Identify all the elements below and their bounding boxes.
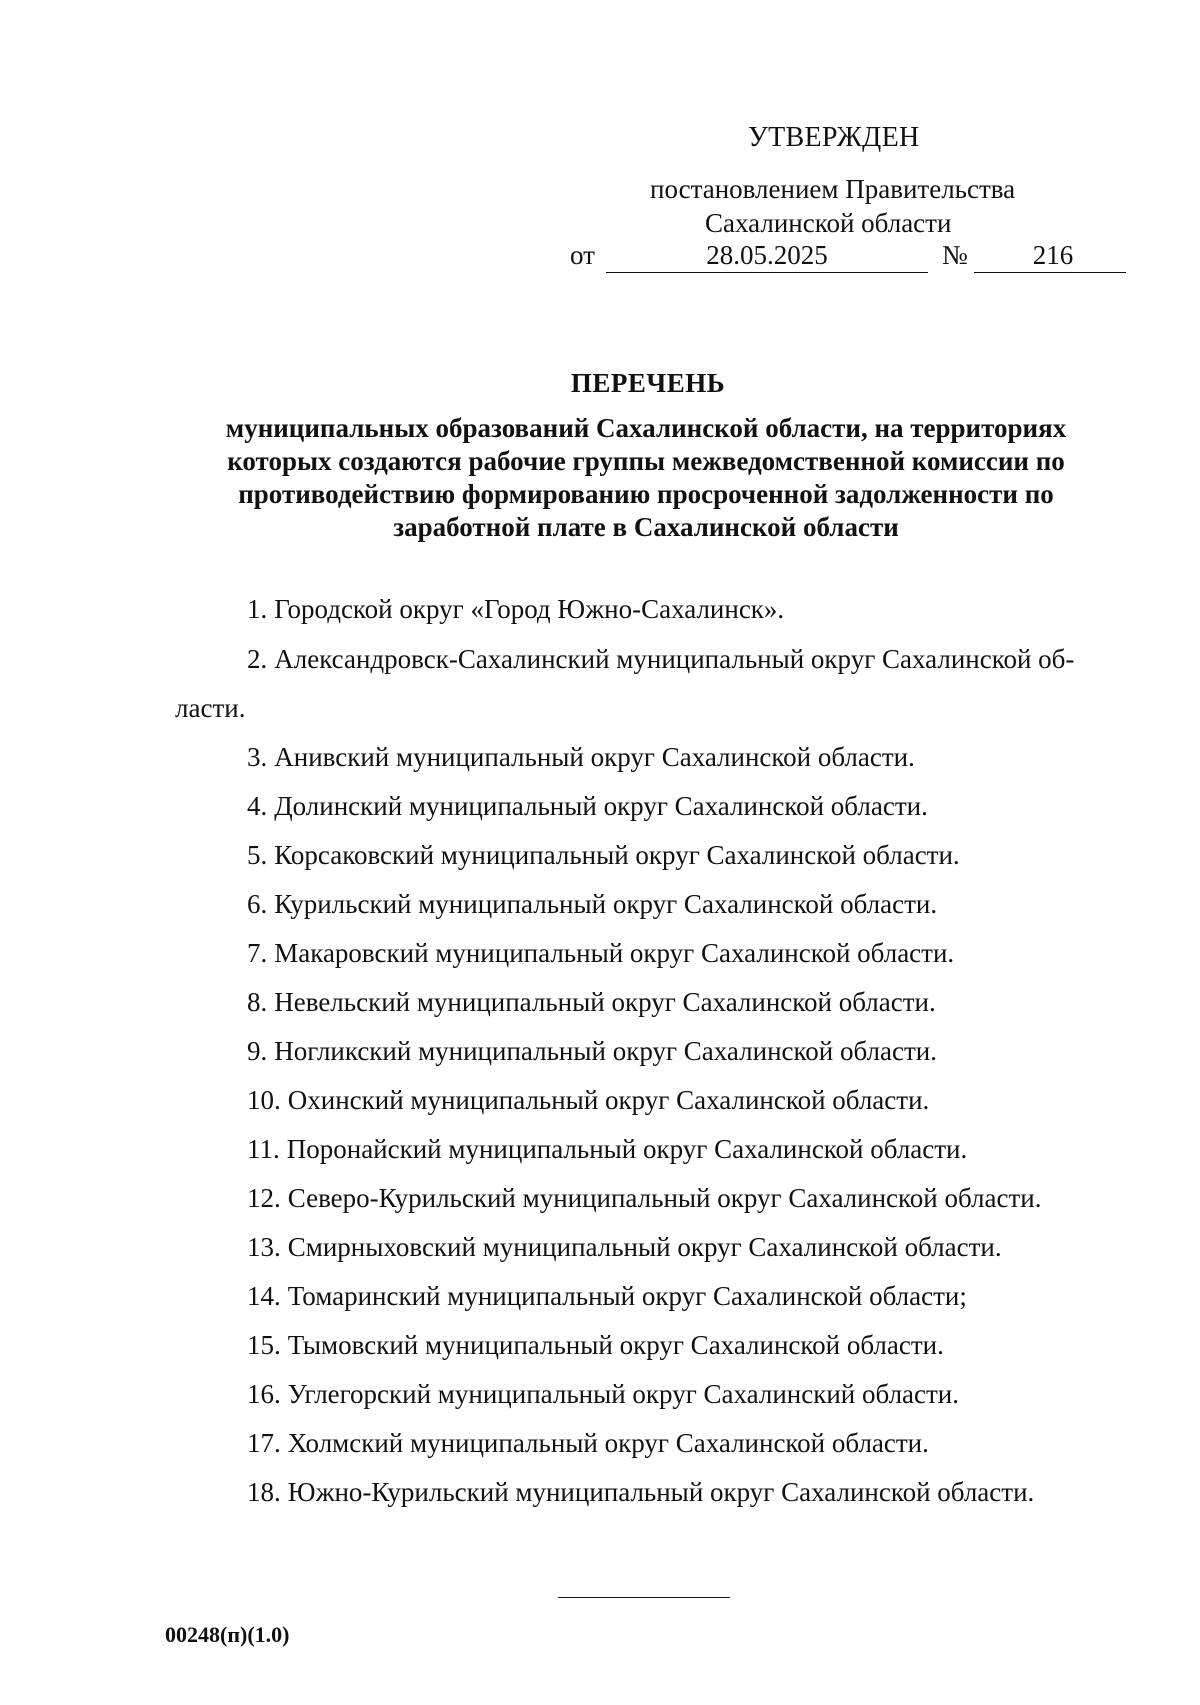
list-item: [247, 1134, 967, 1165]
list-item-text: Тымовский муниципальный округ Сахалинской области.: [287, 1330, 944, 1360]
list-item: [247, 644, 1074, 675]
subtitle-line: муниципальных образований Сахалинской области, на территориях: [225, 413, 1067, 443]
list-item: [247, 1085, 929, 1116]
list-item-text: Южно-Курильский муниципальный округ Сахалинской области.: [287, 1477, 1035, 1507]
list-item-number: 2.: [247, 644, 268, 674]
list-item: [247, 938, 954, 969]
list-item-text: Охинский муниципальный округ Сахалинской области.: [287, 1085, 930, 1115]
list-item-text: Северо-Курильский муниципальный округ Сахалинской области.: [287, 1183, 1042, 1213]
list-item: [247, 1183, 1041, 1214]
list-item-text: Курильский муниципальный округ Сахалинской области.: [274, 889, 938, 919]
list-item: [247, 1477, 1034, 1508]
list-item-number: 6.: [247, 889, 268, 919]
document-title: ПЕРЕЧЕНЬ: [570, 368, 726, 398]
list-item-number: 18.: [247, 1477, 281, 1507]
list-item-number: 5.: [247, 840, 268, 870]
list-item-number: 14.: [247, 1281, 281, 1311]
list-item-text: Поронайский муниципальный округ Сахалинской области.: [286, 1134, 968, 1164]
subtitle-line: которых создаются рабочие группы межведомственной комиссии по: [227, 446, 1065, 476]
end-divider: [558, 1597, 730, 1598]
list-item-text: Долинский муниципальный округ Сахалинской области.: [274, 791, 928, 821]
list-item-text: Анивский муниципальный округ Сахалинской области.: [274, 742, 915, 772]
list-item-number: 1.: [247, 594, 268, 624]
decree-number: 216: [974, 240, 1126, 273]
list-item-number: 15.: [247, 1330, 281, 1360]
list-item-text: Городской округ «Город Южно-Сахалинск».: [274, 594, 785, 624]
list-item-text: Томаринский муниципальный округ Сахалинской области;: [287, 1281, 967, 1311]
document-subtitle: [196, 412, 1096, 544]
list-item: [247, 791, 928, 822]
document-code: 00248(п)(1.0): [165, 1622, 290, 1647]
list-item-text: Ногликский муниципальный округ Сахалинской области.: [274, 1036, 937, 1066]
list-item-text: ласти.: [175, 693, 246, 723]
decree-date-row: [570, 240, 1130, 276]
list-item-number: 10.: [247, 1085, 281, 1115]
list-item-continuation: [175, 693, 245, 724]
list-item-number: 4.: [247, 791, 268, 821]
list-item: [247, 1036, 937, 1067]
approved-by-line: постановлением Правительства: [650, 174, 1016, 204]
list-item-number: 3.: [247, 742, 268, 772]
list-item: [247, 1428, 929, 1459]
date-from-label: от: [570, 240, 595, 270]
list-item: [247, 889, 937, 920]
list-item-number: 7.: [247, 938, 268, 968]
list-item: [247, 840, 960, 871]
list-item-text: Невельский муниципальный округ Сахалинской области.: [274, 987, 936, 1017]
list-item-number: 11.: [247, 1134, 280, 1164]
list-item-number: 17.: [247, 1428, 281, 1458]
list-item: [247, 1232, 1002, 1263]
list-item-number: 9.: [247, 1036, 268, 1066]
subtitle-line: заработной плате в Сахалинской области: [393, 512, 899, 542]
approved-stamp-title: УТВЕРЖДЕН: [748, 122, 920, 153]
list-item-text: Смирныховский муниципальный округ Сахалинской области.: [287, 1232, 1002, 1262]
list-item-number: 13.: [247, 1232, 281, 1262]
list-item-number: 16.: [247, 1379, 281, 1409]
list-item-text: Холмский муниципальный округ Сахалинской области.: [287, 1428, 929, 1458]
approved-region-line: Сахалинской области: [705, 208, 952, 238]
list-item-text: Александровск-Сахалинский муниципальный округ Сахалинской об-: [274, 644, 1075, 674]
list-item-number: 12.: [247, 1183, 281, 1213]
list-item-text: Углегорский муниципальный округ Сахалинский области.: [287, 1379, 960, 1409]
list-item: [247, 742, 915, 773]
list-item-text: Макаровский муниципальный округ Сахалинской области.: [274, 938, 955, 968]
list-item: [247, 1379, 959, 1410]
list-item-text: Корсаковский муниципальный округ Сахалинской области.: [274, 840, 960, 870]
subtitle-line: противодействию формированию просроченной задолженности по: [238, 479, 1054, 509]
list-item: [247, 987, 936, 1018]
list-item-number: 8.: [247, 987, 268, 1017]
number-sign: №: [942, 240, 968, 270]
decree-date: 28.05.2025: [606, 240, 928, 273]
list-item: [247, 594, 784, 625]
list-item: [247, 1281, 967, 1312]
list-item: [247, 1330, 944, 1361]
